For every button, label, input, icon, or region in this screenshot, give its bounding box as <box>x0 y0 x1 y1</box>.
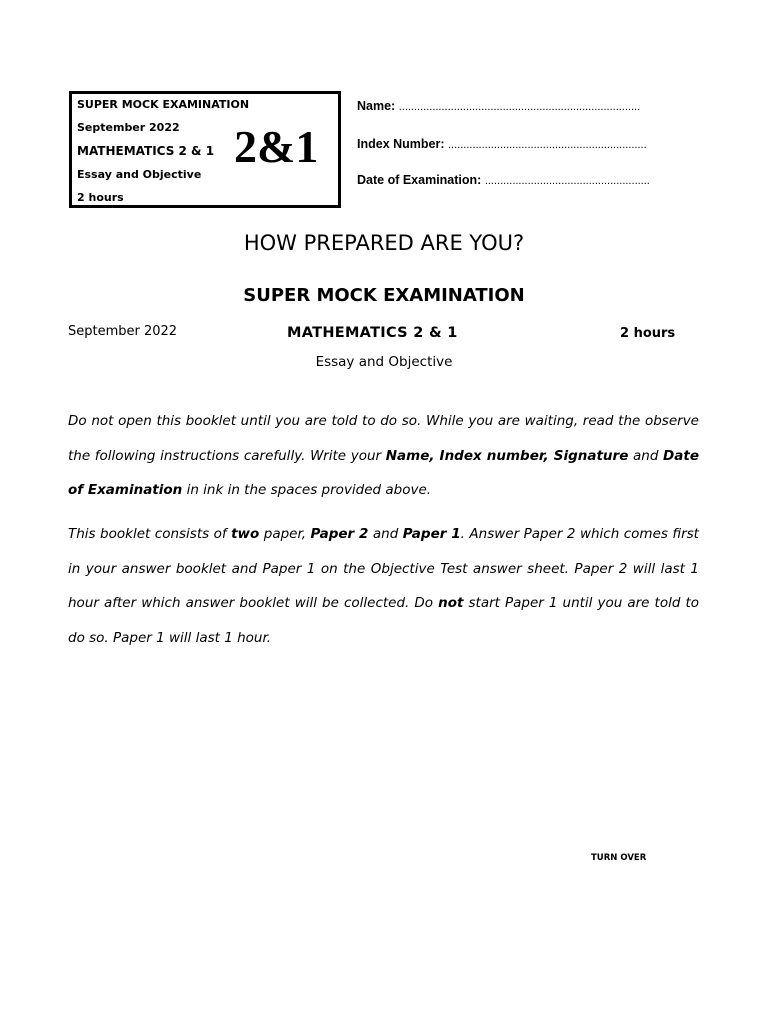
instructions-paragraph-2 <box>68 517 699 655</box>
instruction-emphasis: two <box>231 526 260 542</box>
instruction-text: in ink in the spaces provided above. <box>182 482 432 498</box>
box-subject: MATHEMATICS 2 & 1 <box>77 144 215 158</box>
index-number-field[interactable] <box>357 137 647 151</box>
box-duration: 2 hours <box>77 191 124 204</box>
main-heading: HOW PREPARED ARE YOU? <box>243 231 525 255</box>
instruction-emphasis: Date of Examination <box>68 447 699 498</box>
instruction-text: and <box>368 526 403 542</box>
box-exam-type: Essay and Objective <box>77 168 202 181</box>
instruction-text: start Paper 1 until you are told to do so. Paper 1 will last 1 hour. <box>68 595 700 646</box>
instruction-text: and <box>628 447 664 464</box>
instruction-text: . Answer Paper 2 which comes first in your answer booklet and Paper 1 on the Objective Test answer sheet. Paper 2 will last 1 hour after which answer booklet will be collected. Do <box>68 526 699 611</box>
date-of-examination-dots: ...................................................... <box>484 175 650 187</box>
date-of-examination-label: Date of Examination: <box>357 173 482 187</box>
instruction-emphasis: Paper 1 <box>402 526 461 542</box>
instruction-emphasis: Name <box>385 447 430 464</box>
instruction-text: Do not open this booklet until you are told to do so. While you are waiting, read the observe the following instructions carefully. Write your <box>68 413 699 464</box>
name-field[interactable] <box>357 99 640 113</box>
date-of-examination-field[interactable] <box>357 173 650 187</box>
exam-duration: 2 hours <box>620 326 676 341</box>
instruction-emphasis: Signature <box>553 447 629 464</box>
box-exam-date: September 2022 <box>77 121 180 134</box>
paper-badge: 2&1 <box>234 121 319 172</box>
instructions-paragraph-1 <box>68 404 699 508</box>
index-number-label: Index Number: <box>357 137 445 151</box>
name-dots: ............................................................................... <box>398 101 641 113</box>
exam-title: SUPER MOCK EXAMINATION <box>243 285 525 306</box>
instruction-separator: , <box>429 447 440 464</box>
instruction-emphasis: not <box>438 595 464 611</box>
exam-subject: MATHEMATICS 2 & 1 <box>287 325 458 341</box>
exam-type: Essay and Objective <box>315 354 453 370</box>
instruction-separator: , <box>543 447 554 464</box>
exam-info-box <box>69 91 341 208</box>
turn-over-note: TURN OVER <box>591 853 647 863</box>
instruction-emphasis: Paper 2 <box>310 526 369 542</box>
instruction-text: paper, <box>259 526 311 542</box>
instruction-text: This booklet consists of <box>68 526 232 542</box>
name-label: Name: <box>357 99 396 113</box>
instruction-emphasis: Index number <box>439 447 544 464</box>
box-exam-title: SUPER MOCK EXAMINATION <box>77 98 250 111</box>
index-number-dots: ................................................................. <box>448 139 647 151</box>
exam-date: September 2022 <box>68 324 178 339</box>
